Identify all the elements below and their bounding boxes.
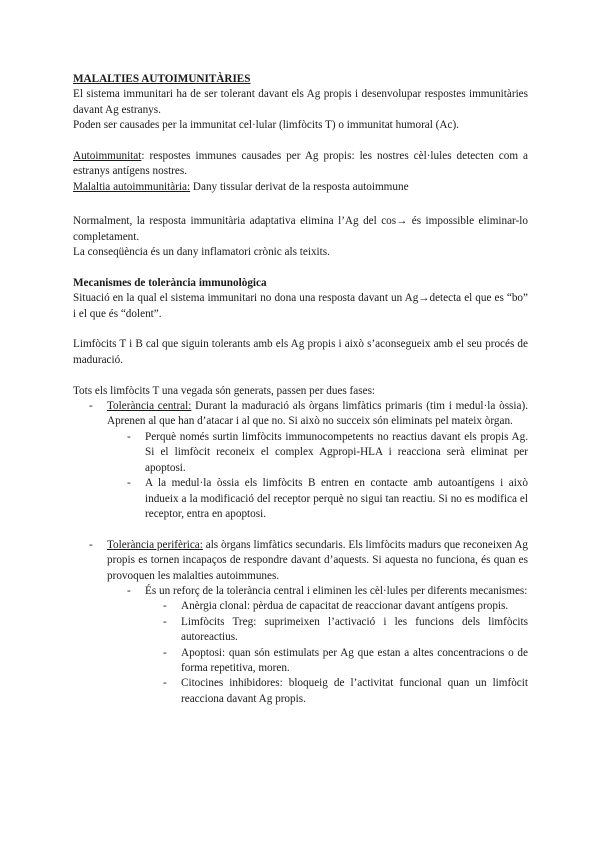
sub-list-item-text: És un reforç de la tolerància central i eliminen les cèl·lules per diferents mecanismes:	[145, 584, 528, 597]
bullet-marker: -	[127, 430, 131, 443]
paragraph-consequence: La conseqüència és un dany inflamatori crònic als teixits.	[73, 246, 330, 259]
sub-list-item	[73, 430, 528, 476]
section-paragraph-2: Limfòcits T i B cal que siguin tolerants amb els Ag propis i això s’aconsegueix amb el seu procés de maduració.	[73, 338, 528, 366]
spacer	[73, 322, 528, 337]
section-paragraph-1: Situació en la qual el sistema immunitari no dona una resposta davant un Ag→detecta el que es “bo” i el que és “dolent”.	[73, 292, 528, 320]
definition-autoimmunity	[73, 149, 528, 180]
spacer	[73, 260, 528, 275]
definition-autoimmune-disease	[73, 180, 528, 195]
intro-paragraph-1: El sistema immunitari ha de ser tolerant davant els Ag propis i desenvolupar respostes immunitàries davant Ag estranys.	[73, 88, 528, 116]
spacer	[73, 368, 528, 383]
sub-list-item	[73, 476, 528, 522]
bullet-marker: -	[89, 538, 93, 551]
sub-list-item-text: A la medul·la òssia els limfòcits B entren en contacte amb autoantígens i això indueix a la modificació del receptor perquè no sigui tan reactiu. Si no es modifica el receptor, entra en apoptosi.	[145, 477, 528, 520]
bullet-marker: -	[89, 400, 93, 413]
sub-list-item-text: Perquè només surtin limfòcits immunocompetents no reactius davant els propis Ag. Si el limfòcit reconeix el complex Agpropi-HLA i reacciona serà eliminat per apoptosi.	[145, 430, 528, 474]
bullet-marker: -	[163, 677, 167, 690]
bullet-marker: -	[127, 477, 131, 490]
list-item-text: als òrgans limfàtics secundaris. Els limfòcits madurs que reconeixen Ag propis es tornen incapaços de respondre davant d’aquests. Si aquesta no funciona, és quan es provoquen les malalties autoimmunes.	[107, 538, 528, 582]
mechanism-item	[73, 599, 528, 614]
document-title: MALALTIES AUTOIMUNITÀRIES	[73, 73, 251, 85]
section-paragraph-3: Tots els limfòcits T una vegada són generats, passen per dues fases:	[73, 384, 376, 397]
spacer	[73, 522, 528, 537]
mechanism-text: Citocines inhibidores: bloqueig de l’activitat funcional quan un limfòcit reacciona davant Ag propis.	[181, 677, 528, 705]
list-item-term: Tolerància central:	[107, 400, 192, 413]
paragraph-immune-response: Normalment, la resposta immunitària adaptativa elimina l’Ag del cos→ és impossible eliminar-lo completament.	[73, 215, 528, 243]
intro-paragraph-2: Poden ser causades per la immunitat cel·lular (limfòcits T) o immunitat humoral (Ac).	[73, 119, 459, 132]
mechanism-text: Limfòcits Treg: suprimeixen l’activació i les funcions dels limfòcits autoreactius.	[181, 615, 528, 644]
list-item-central-tolerance	[73, 399, 528, 430]
spacer	[73, 134, 528, 149]
list-item-text: Durant la maduració als òrgans limfàtics primaris (tim i medul·la òssia). Aprenen al que han d’atacar i al que no. Si això no succeix són eliminats pel mateix òrgan.	[107, 400, 528, 428]
list-item-peripheral-tolerance	[73, 538, 528, 584]
bullet-marker: -	[163, 615, 167, 628]
definition-text: Dany tissular derivat de la resposta autoimmune	[190, 180, 409, 193]
mechanism-item	[73, 676, 528, 707]
section-heading: Mecanismes de tolerància immunològica	[73, 276, 267, 289]
mechanism-item	[73, 615, 528, 646]
spacer	[73, 195, 528, 214]
mechanism-text: Anèrgia clonal: pèrdua de capacitat de reaccionar davant antígens propis.	[181, 600, 509, 613]
list-item-term: Tolerància perifèrica:	[107, 538, 203, 551]
bullet-marker: -	[127, 584, 131, 597]
definition-term: Autoimmunitat	[73, 150, 142, 163]
sub-list-item	[73, 584, 528, 599]
definition-term: Malaltia autoimmunitària:	[73, 180, 191, 193]
bullet-marker: -	[163, 646, 167, 659]
mechanism-text: Apoptosi: quan són estimulats per Ag que estan a altes concentracions o de forma repetitiva, moren.	[181, 646, 528, 674]
definition-text: : respostes immunes causades per Ag propis: les nostres cèl·lules detecten com a estranys antígens nostres.	[73, 150, 528, 178]
bullet-marker: -	[163, 600, 167, 613]
mechanism-item	[73, 646, 528, 677]
